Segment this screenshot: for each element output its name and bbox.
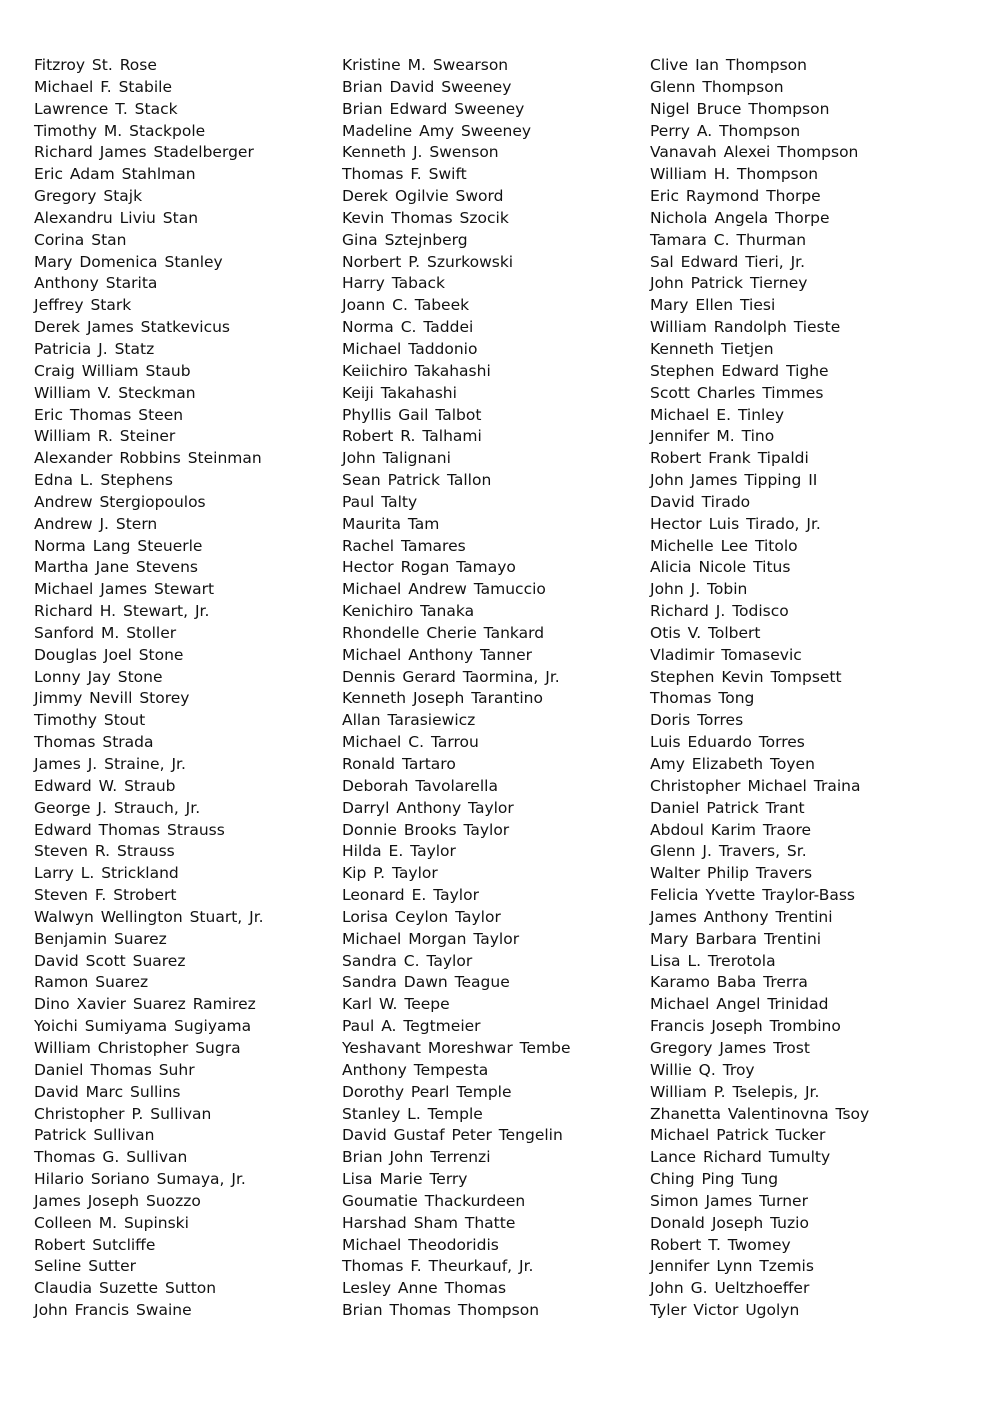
name-entry: Thomas Strada	[34, 733, 154, 752]
name-entry: Alicia Nicole Titus	[650, 558, 791, 577]
name-entry: Phyllis Gail Talbot	[342, 405, 482, 424]
name-entry: Abdoul Karim Traore	[650, 820, 812, 839]
name-entry: Andrew J. Stern	[34, 514, 158, 533]
name-entry: John Patrick Tierney	[650, 274, 808, 293]
name-entry: Daniel Thomas Suhr	[34, 1060, 195, 1079]
name-entry: Claudia Suzette Sutton	[34, 1279, 217, 1298]
name-entry: Lance Richard Tumulty	[650, 1148, 831, 1167]
name-entry: Lisa L. Trerotola	[650, 951, 776, 970]
name-entry: James Anthony Trentini	[650, 907, 833, 926]
name-entry: James J. Straine, Jr.	[34, 755, 186, 773]
name-entry: Michael James Stewart	[34, 580, 215, 599]
name-entry: John J. Tobin	[650, 580, 748, 599]
name-entry: John James Tipping II	[650, 471, 818, 490]
name-entry: David Scott Suarez	[34, 951, 186, 970]
name-entry: Christopher Michael Traina	[650, 776, 861, 795]
name-entry: Norma C. Taddei	[342, 318, 474, 337]
name-entry: Michael Anthony Tanner	[342, 645, 532, 664]
name-entry: Glenn J. Travers, Sr.	[650, 842, 807, 861]
name-entry: Edward Thomas Strauss	[34, 820, 225, 839]
name-entry: John G. Ueltzhoeffer	[650, 1279, 810, 1298]
name-entry: John Francis Swaine	[34, 1301, 192, 1320]
name-entry: Dennis Gerard Taormina, Jr.	[342, 667, 560, 686]
name-entry: Stephen Kevin Tompsett	[650, 667, 842, 686]
name-entry: Derek Ogilvie Sword	[342, 187, 504, 206]
name-entry: Dino Xavier Suarez Ramirez	[34, 995, 256, 1014]
name-entry: Joann C. Tabeek	[342, 296, 470, 315]
name-entry: Seline Sutter	[34, 1257, 137, 1276]
name-entry: Walwyn Wellington Stuart, Jr.	[34, 907, 264, 926]
name-entry: Anthony Starita	[34, 274, 158, 293]
name-entry: Paul Talty	[342, 492, 418, 511]
name-entry: David Tirado	[650, 492, 751, 511]
name-entry: William P. Tselepis, Jr.	[650, 1082, 820, 1101]
name-entry: Francis Joseph Trombino	[650, 1017, 841, 1036]
name-entry: Paul A. Tegtmeier	[342, 1017, 481, 1036]
name-entry: Michael Angel Trinidad	[650, 995, 829, 1014]
name-entry: Tyler Victor Ugolyn	[650, 1301, 800, 1320]
name-entry: Harry Taback	[342, 274, 445, 293]
name-entry: Jeffrey Stark	[34, 296, 132, 315]
name-entry: Michelle Lee Titolo	[650, 536, 798, 555]
name-entry: James Joseph Suozzo	[34, 1191, 201, 1210]
name-entry: Sanford M. Stoller	[34, 623, 177, 642]
name-entry: Alexandru Liviu Stan	[34, 208, 199, 227]
name-entry: George J. Strauch, Jr.	[34, 798, 201, 817]
name-entry: Jennifer Lynn Tzemis	[650, 1257, 814, 1276]
name-entry: Mary Barbara Trentini	[650, 929, 822, 948]
name-entry: Lesley Anne Thomas	[342, 1279, 507, 1298]
name-entry: Otis V. Tolbert	[650, 623, 761, 642]
name-entry: Hilario Soriano Sumaya, Jr.	[34, 1170, 246, 1189]
name-entry: Lorisa Ceylon Taylor	[342, 907, 501, 926]
name-entry: Yoichi Sumiyama Sugiyama	[34, 1017, 252, 1036]
name-entry: Robert R. Talhami	[342, 427, 482, 446]
name-entry: Michael F. Stabile	[34, 77, 172, 96]
name-entry: Richard H. Stewart, Jr.	[34, 602, 210, 621]
name-entry: Lonny Jay Stone	[34, 667, 163, 686]
name-entry: Keiichiro Takahashi	[342, 361, 491, 380]
name-entry: Darryl Anthony Taylor	[342, 798, 514, 817]
name-entry: Steven R. Strauss	[34, 842, 175, 861]
name-entry: Mary Ellen Tiesi	[650, 296, 776, 315]
name-entry: Corina Stan	[34, 230, 127, 249]
name-entry: Douglas Joel Stone	[34, 645, 184, 664]
name-entry: Steven F. Strobert	[34, 886, 177, 905]
name-entry: John Talignani	[342, 449, 451, 468]
name-entry: Scott Charles Timmes	[650, 383, 824, 402]
name-entry: Richard James Stadelberger	[34, 143, 254, 162]
name-entry: Brian David Sweeney	[342, 77, 512, 96]
name-entry: Sandra C. Taylor	[342, 951, 473, 970]
name-entry: Hilda E. Taylor	[342, 842, 456, 861]
name-entry: Nigel Bruce Thompson	[650, 99, 830, 118]
name-entry: Sandra Dawn Teague	[342, 973, 510, 992]
name-entry: Walter Philip Travers	[650, 864, 813, 883]
name-entry: Tamara C. Thurman	[650, 230, 807, 249]
name-entry: Robert Frank Tipaldi	[650, 449, 809, 468]
name-entry: Eric Raymond Thorpe	[650, 187, 821, 206]
name-entry: Ronald Tartaro	[342, 755, 456, 773]
name-entry: Michael Morgan Taylor	[342, 929, 520, 948]
name-entry: Craig William Staub	[34, 361, 191, 380]
name-entry: William Randolph Tieste	[650, 318, 841, 337]
name-entry: Derek James Statkevicus	[34, 318, 231, 337]
name-entry: Kip P. Taylor	[342, 864, 438, 883]
name-entry: Clive Ian Thompson	[650, 56, 807, 74]
name-entry: Hector Rogan Tamayo	[342, 558, 516, 577]
name-entry: Madeline Amy Sweeney	[342, 121, 532, 140]
name-entry: Eric Adam Stahlman	[34, 165, 196, 184]
name-entry: Martha Jane Stevens	[34, 558, 198, 577]
name-entry: Brian John Terrenzi	[342, 1148, 491, 1167]
name-entry: Gina Sztejnberg	[342, 230, 468, 249]
name-entry: Jennifer M. Tino	[650, 427, 775, 446]
name-entry: Hector Luis Tirado, Jr.	[650, 514, 821, 533]
name-entry: Thomas G. Sullivan	[34, 1148, 188, 1167]
name-entry: Timothy M. Stackpole	[34, 121, 206, 140]
name-entry: Stephen Edward Tighe	[650, 361, 829, 380]
name-entry: Vladimir Tomasevic	[650, 645, 802, 664]
name-entry: Deborah Tavolarella	[342, 776, 498, 795]
name-entry: Richard J. Todisco	[650, 602, 789, 621]
name-entry: Michael Theodoridis	[342, 1235, 499, 1254]
name-entry: Ching Ping Tung	[650, 1170, 779, 1189]
name-entry: William V. Steckman	[34, 383, 196, 402]
name-entry: Fitzroy St. Rose	[34, 56, 157, 74]
name-column-3	[650, 55, 990, 1322]
name-entry: Michael Taddonio	[342, 339, 478, 358]
name-entry: Michael E. Tinley	[650, 405, 785, 424]
name-entry: Sal Edward Tieri, Jr.	[650, 252, 806, 271]
name-entry: Eric Thomas Steen	[34, 405, 184, 424]
name-entry: Karamo Baba Trerra	[650, 973, 808, 992]
name-entry: Felicia Yvette Traylor-Bass	[650, 886, 855, 905]
name-entry: Norma Lang Steuerle	[34, 536, 203, 555]
name-entry: Dorothy Pearl Temple	[342, 1082, 512, 1101]
name-entry: Donald Joseph Tuzio	[650, 1213, 809, 1232]
name-entry: William Christopher Sugra	[34, 1038, 241, 1057]
name-entry: Andrew Stergiopoulos	[34, 492, 206, 511]
name-entry: Anthony Tempesta	[342, 1060, 489, 1079]
name-entry: Robert T. Twomey	[650, 1235, 791, 1254]
name-entry: Luis Eduardo Torres	[650, 733, 805, 752]
name-entry: Edward W. Straub	[34, 776, 176, 795]
name-column-2	[342, 55, 642, 1322]
name-entry: Sean Patrick Tallon	[342, 471, 492, 490]
name-entry: Kevin Thomas Szocik	[342, 208, 509, 227]
name-entry: Glenn Thompson	[650, 77, 784, 96]
name-entry: Robert Sutcliffe	[34, 1235, 156, 1254]
name-entry: Rhondelle Cherie Tankard	[342, 623, 545, 642]
name-entry: Colleen M. Supinski	[34, 1213, 189, 1232]
name-entry: Perry A. Thompson	[650, 121, 801, 140]
name-entry: Simon James Turner	[650, 1191, 808, 1210]
name-entry: William H. Thompson	[650, 165, 819, 184]
name-entry: Michael C. Tarrou	[342, 733, 479, 752]
name-entry: Larry L. Strickland	[34, 864, 179, 883]
name-entry: Benjamin Suarez	[34, 929, 167, 948]
name-entry: Willie Q. Troy	[650, 1060, 755, 1079]
name-entry: Michael Patrick Tucker	[650, 1126, 826, 1145]
name-entry: Brian Edward Sweeney	[342, 99, 525, 118]
name-entry: Kenneth Tietjen	[650, 339, 774, 358]
name-entry: Donnie Brooks Taylor	[342, 820, 510, 839]
name-entry: Thomas F. Theurkauf, Jr.	[342, 1257, 534, 1276]
name-entry: Lisa Marie Terry	[342, 1170, 468, 1189]
name-entry: Stanley L. Temple	[342, 1104, 483, 1123]
name-entry: David Gustaf Peter Tengelin	[342, 1126, 563, 1145]
name-entry: Allan Tarasiewicz	[342, 711, 476, 730]
name-entry: Vanavah Alexei Thompson	[650, 143, 859, 162]
name-entry: Mary Domenica Stanley	[34, 252, 223, 271]
name-entry: Amy Elizabeth Toyen	[650, 755, 815, 773]
name-entry: David Marc Sullins	[34, 1082, 181, 1101]
name-entry: Lawrence T. Stack	[34, 99, 178, 118]
name-entry: Yeshavant Moreshwar Tembe	[342, 1038, 571, 1057]
name-entry: Brian Thomas Thompson	[342, 1301, 540, 1320]
name-entry: Timothy Stout	[34, 711, 146, 730]
name-entry: Gregory James Trost	[650, 1038, 810, 1057]
name-entry: Leonard E. Taylor	[342, 886, 479, 905]
name-entry: Jimmy Nevill Storey	[34, 689, 190, 708]
name-entry: Kristine M. Swearson	[342, 56, 509, 74]
name-entry: Edna L. Stephens	[34, 471, 173, 490]
name-entry: Kenneth Joseph Tarantino	[342, 689, 543, 708]
name-entry: Ramon Suarez	[34, 973, 149, 992]
name-entry: Gregory Stajk	[34, 187, 143, 206]
name-entry: Daniel Patrick Trant	[650, 798, 805, 817]
name-entry: Michael Andrew Tamuccio	[342, 580, 546, 599]
name-entry: Kenneth J. Swenson	[342, 143, 499, 162]
name-entry: Patricia J. Statz	[34, 339, 155, 358]
name-column-1	[34, 55, 334, 1322]
name-entry: Maurita Tam	[342, 514, 440, 533]
name-entry: Nichola Angela Thorpe	[650, 208, 830, 227]
name-entry: Alexander Robbins Steinman	[34, 449, 262, 468]
name-entry: Harshad Sham Thatte	[342, 1213, 516, 1232]
name-entry: Kenichiro Tanaka	[342, 602, 475, 621]
name-entry: Rachel Tamares	[342, 536, 466, 555]
name-entry: Zhanetta Valentinovna Tsoy	[650, 1104, 870, 1123]
name-entry: Thomas Tong	[650, 689, 755, 708]
name-entry: Christopher P. Sullivan	[34, 1104, 212, 1123]
name-entry: Thomas F. Swift	[342, 165, 467, 184]
name-entry: William R. Steiner	[34, 427, 176, 446]
name-entry: Karl W. Teepe	[342, 995, 450, 1014]
name-entry: Goumatie Thackurdeen	[342, 1191, 526, 1210]
name-entry: Patrick Sullivan	[34, 1126, 155, 1145]
name-entry: Doris Torres	[650, 711, 744, 730]
name-entry: Keiji Takahashi	[342, 383, 457, 402]
name-entry: Norbert P. Szurkowski	[342, 252, 514, 271]
